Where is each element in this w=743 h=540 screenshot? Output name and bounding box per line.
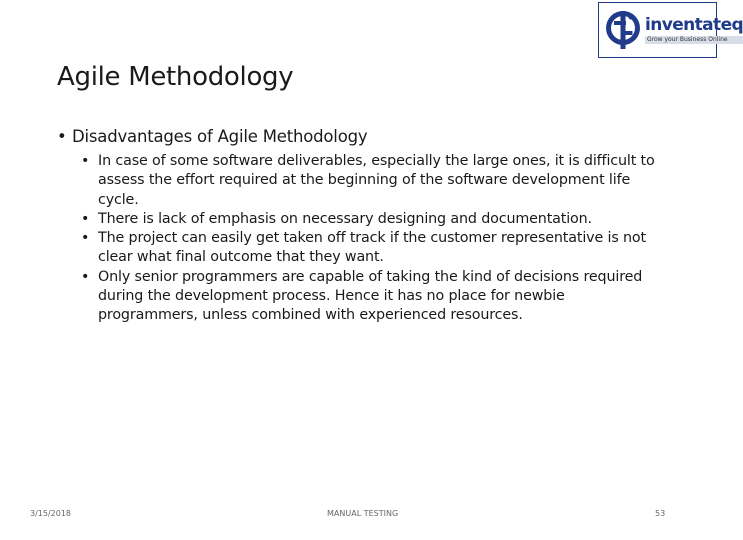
company-logo [598, 2, 743, 58]
logo-text [645, 14, 743, 44]
inventateq-logo-icon [603, 7, 643, 53]
bullet-dot-icon: • [81, 210, 90, 227]
sub-bullet-list [57, 152, 677, 326]
sub-bullet-item [81, 152, 677, 210]
bullet-dot-icon: • [81, 153, 90, 169]
slide-content [57, 126, 677, 326]
sub-bullet-item [81, 268, 677, 326]
slide-title: Agile Methodology [57, 62, 294, 92]
bullet-dot-icon: • [81, 230, 90, 247]
sub-bullet-text: There is lack of emphasis on necessary designing and documentation. [98, 210, 592, 227]
footer-date: 3/15/2018 [30, 509, 72, 518]
footer-title: MANUAL TESTING [327, 509, 399, 518]
sub-bullet-item [81, 210, 677, 229]
logo-wordmark: inventateq [645, 14, 743, 35]
sub-bullet-text: The project can easily get taken off track if the customer representative is not clear what final outcome that they want. [98, 230, 646, 266]
bullet-dot-icon: • [81, 268, 90, 285]
bullet-dot-icon: • [57, 127, 67, 146]
page-number: 53 [655, 509, 666, 518]
sub-bullet-text: Only senior programmers are capable of taking the kind of decisions required during the development process. Hence it has no place for newbie programmers, unless combined with experienced resources. [98, 268, 643, 324]
sub-bullet-item [81, 229, 677, 268]
sub-bullet-text: In case of some software deliverables, especially the large ones, it is difficult to assess the effort required at the beginning of the software development life cycle. [98, 153, 655, 208]
main-bullet-text: Disadvantages of Agile Methodology [72, 127, 368, 146]
main-bullet [57, 126, 677, 148]
logo-tagline: Grow your Business Online [645, 36, 743, 44]
